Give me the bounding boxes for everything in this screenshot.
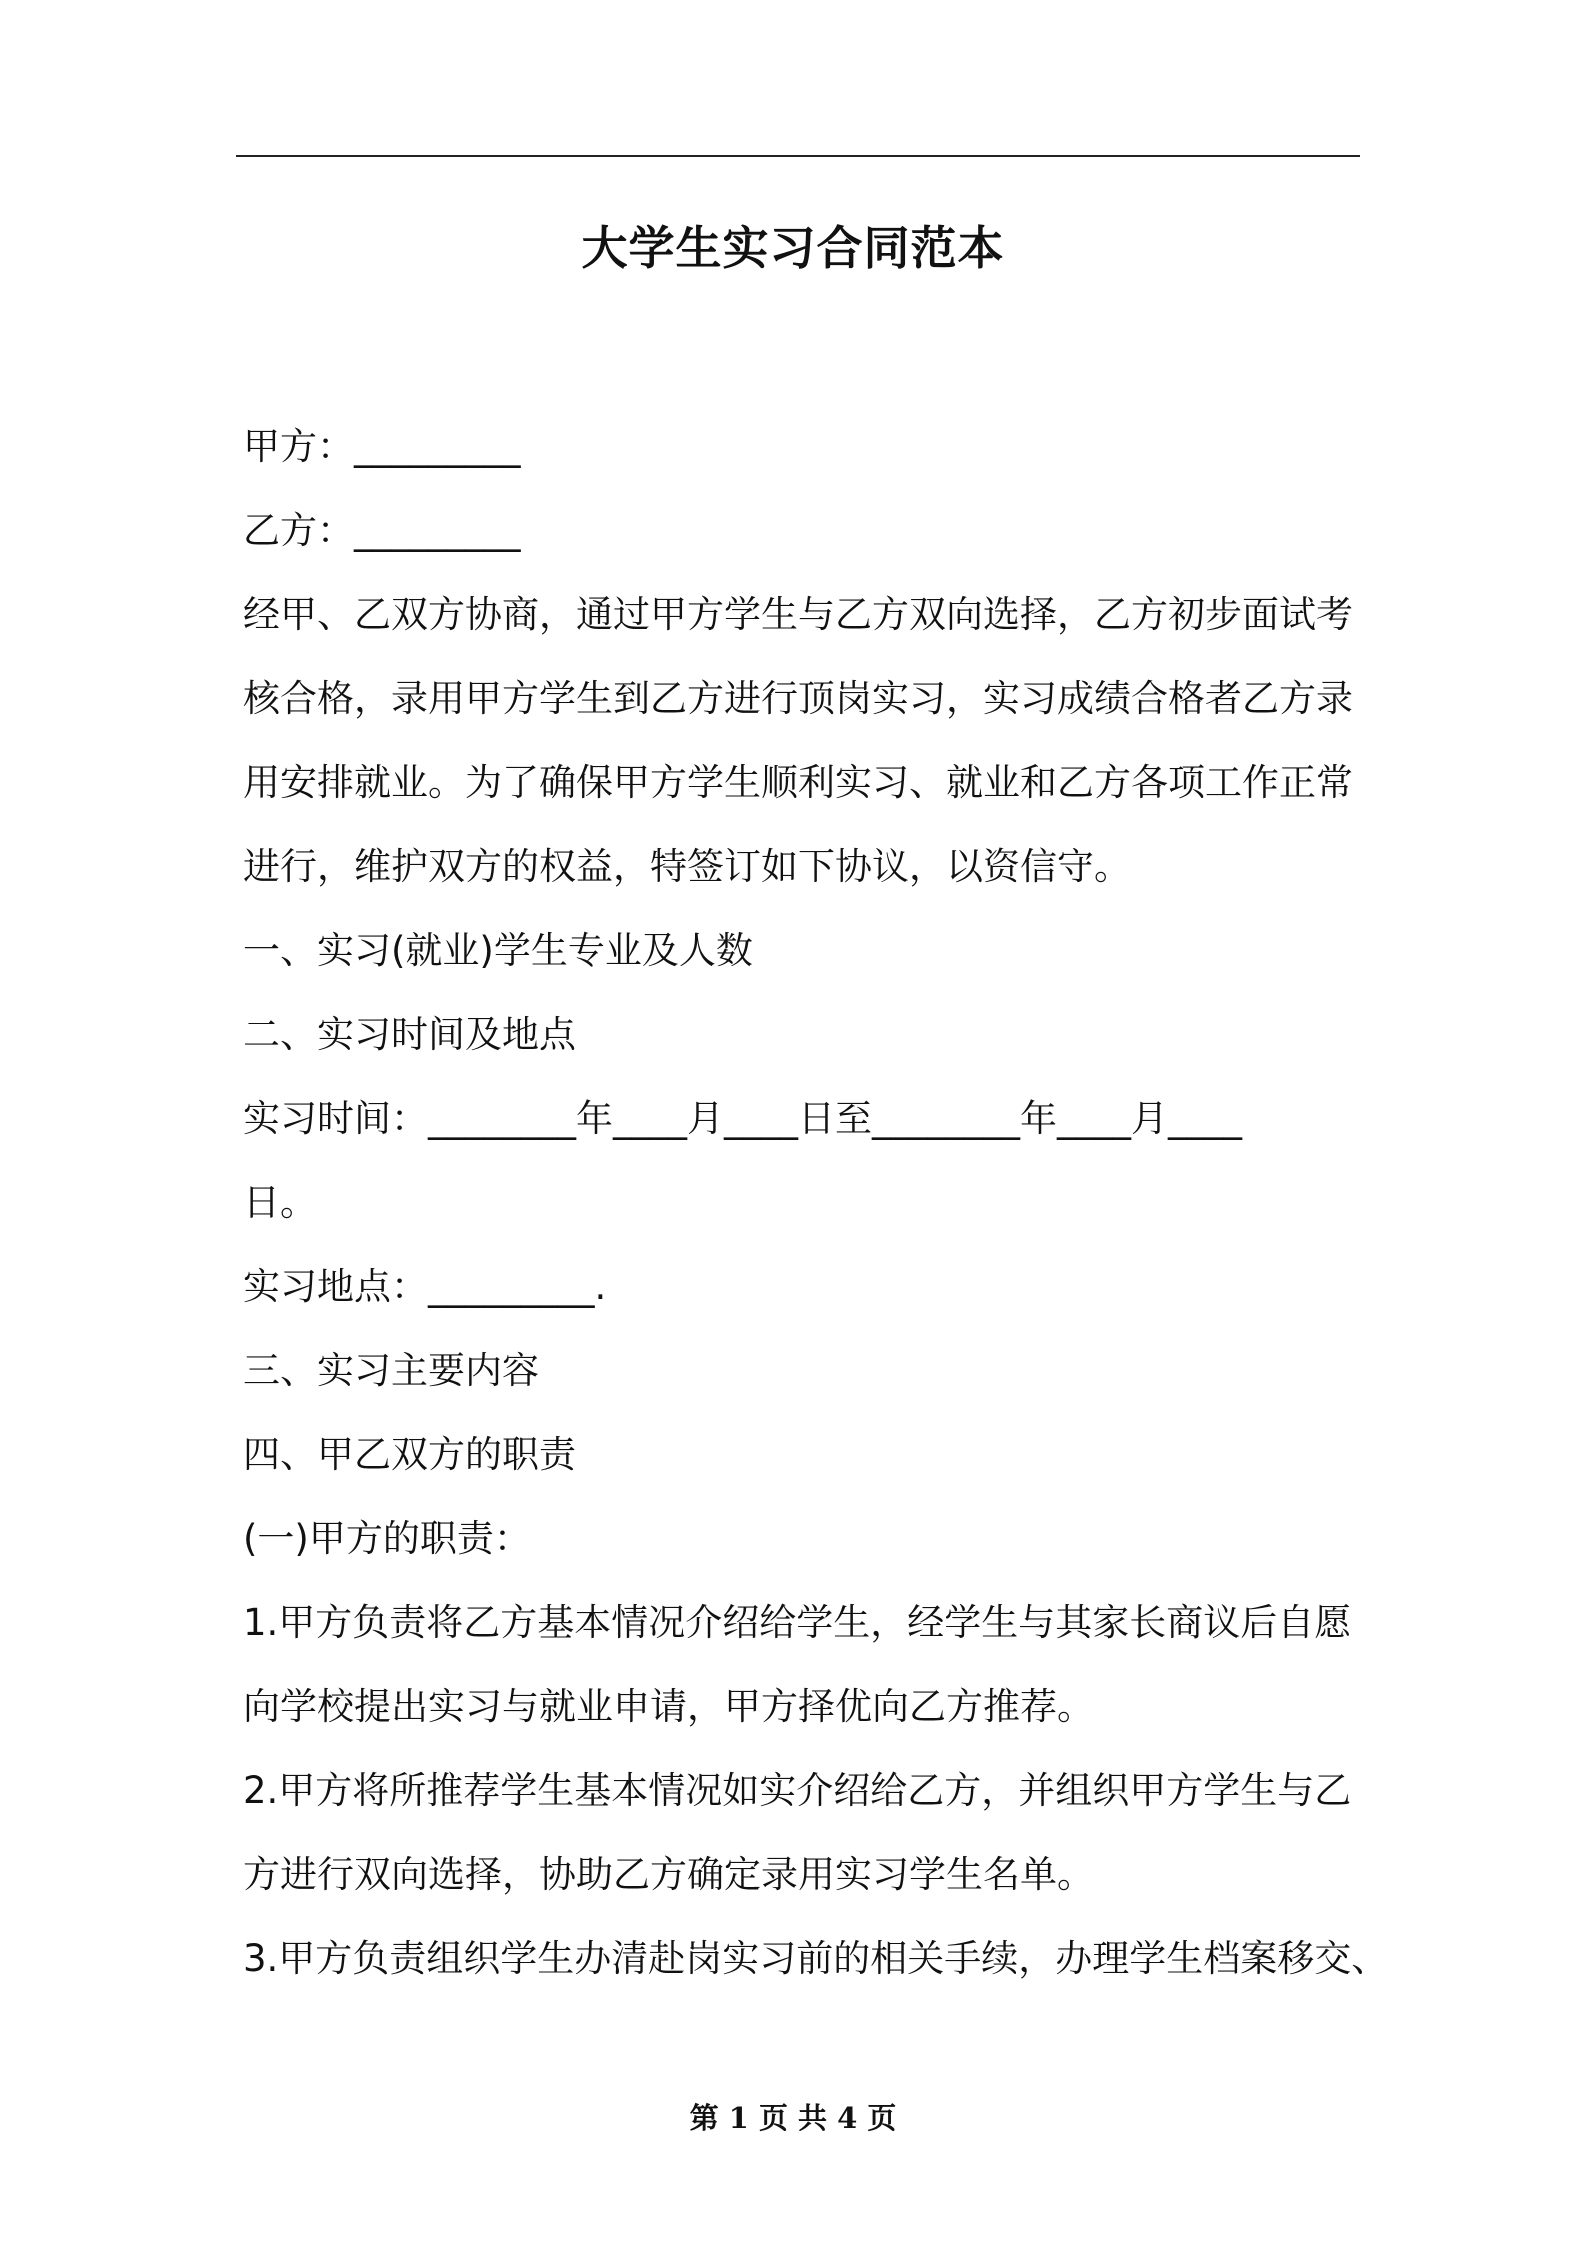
internship-time-line: 实习时间：________年____月____日至________年____月____ [243,1097,1242,1140]
paragraph-line: 进行，维护双方的权益，特签订如下协议，以资信守。 [243,845,1131,888]
document-body [243,405,1389,2001]
page-number: 第 1 页 共 4 页 [689,2101,897,2135]
party-b-line: 乙方：_________ [243,509,521,552]
party-a-line: 甲方：_________ [243,425,521,468]
paragraph-line: 核合格，录用甲方学生到乙方进行顶岗实习，实习成绩合格者乙方录 [243,677,1353,720]
clause-line: 向学校提出实习与就业申请，甲方择优向乙方推荐。 [243,1685,1094,1728]
section-heading: 一、实习(就业)学生专业及人数 [243,929,753,972]
paragraph-line: 用安排就业。为了确保甲方学生顺利实习、就业和乙方各项工作正常 [243,761,1353,804]
internship-time-line-end: 日。 [243,1181,317,1224]
document-title: 大学生实习合同范本 [581,221,1005,275]
clause-line: 2.甲方将所推荐学生基本情况如实介绍给乙方，并组织甲方学生与乙 [243,1769,1352,1812]
section-heading: 四、甲乙双方的职责 [243,1433,576,1476]
header-rule [236,155,1360,157]
internship-location-line: 实习地点：_________. [243,1265,607,1308]
section-heading: 三、实习主要内容 [243,1349,539,1392]
clause-line: 3.甲方负责组织学生办清赴岗实习前的相关手续，办理学生档案移交、 [243,1937,1389,1980]
section-heading: 二、实习时间及地点 [243,1013,576,1056]
paragraph-line: 经甲、乙双方协商，通过甲方学生与乙方双向选择，乙方初步面试考 [243,593,1353,636]
clause-line: 1.甲方负责将乙方基本情况介绍给学生，经学生与其家长商议后自愿 [243,1601,1352,1644]
clause-line: 方进行双向选择，协助乙方确定录用实习学生名单。 [243,1853,1094,1896]
subsection-heading: (一)甲方的职责： [243,1517,531,1560]
